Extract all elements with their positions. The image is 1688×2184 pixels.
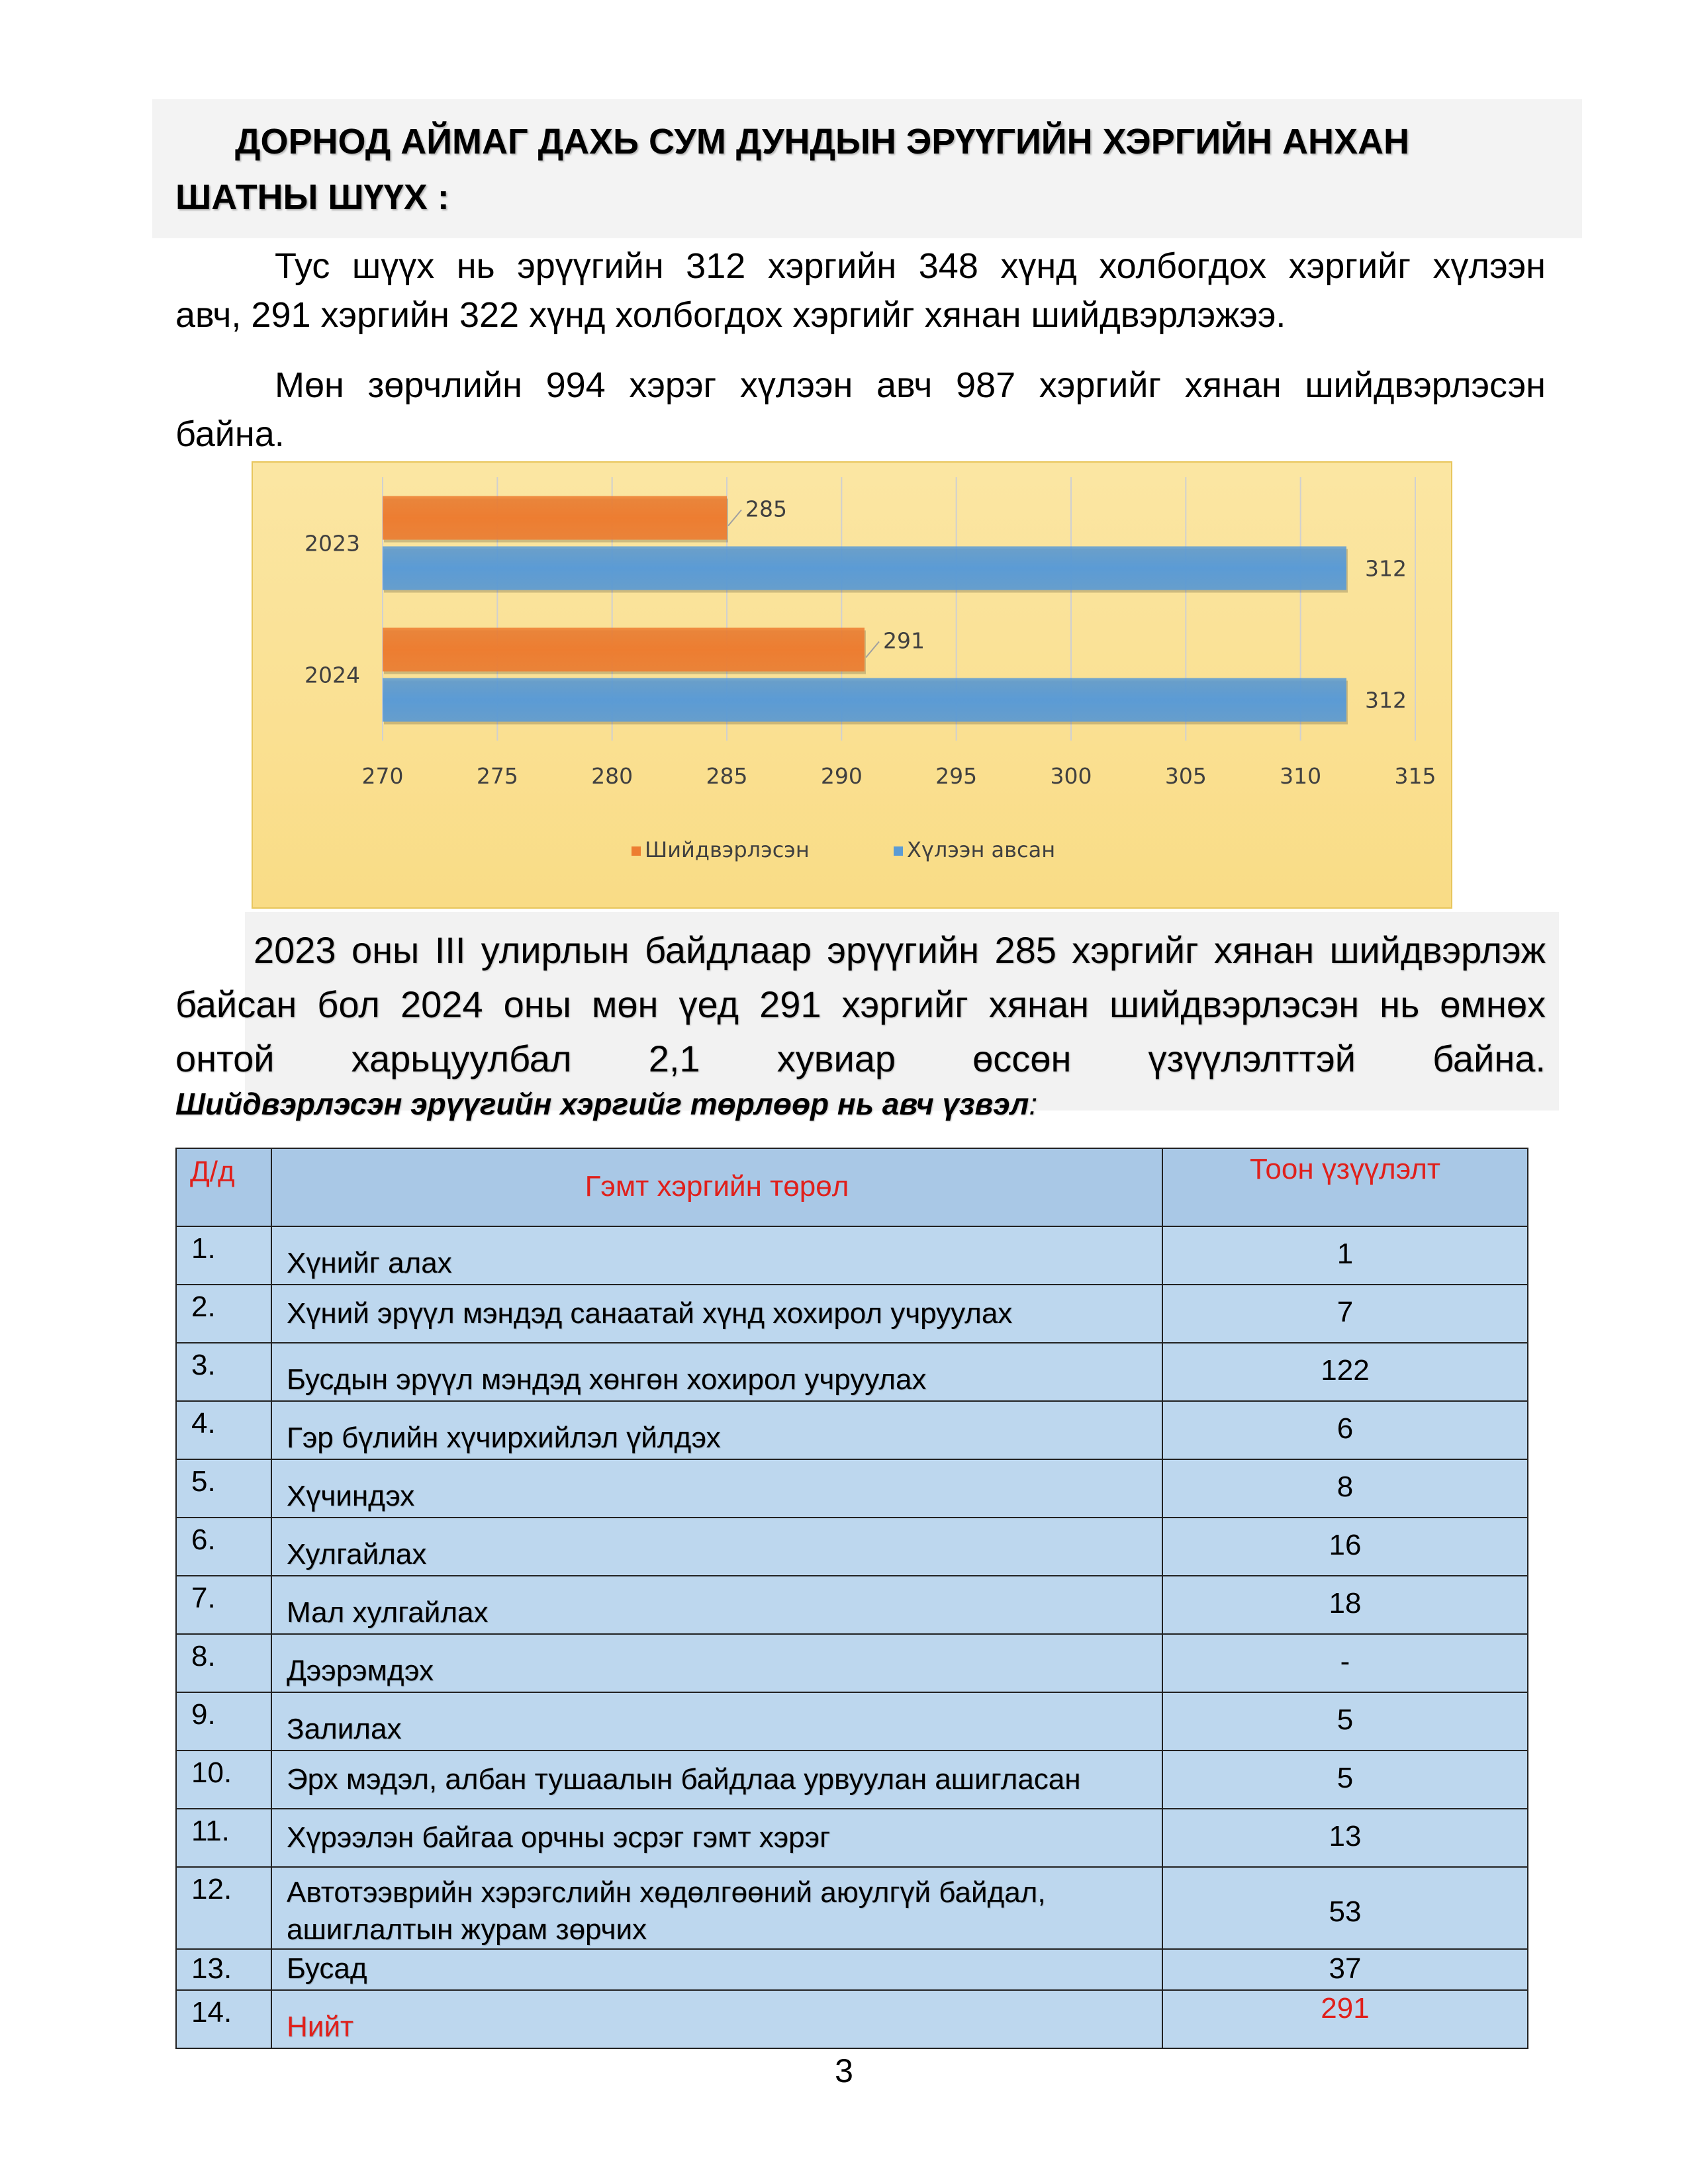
table-row bbox=[176, 1949, 1528, 1990]
paragraph-2 bbox=[175, 361, 1546, 459]
legend-label: Хүлээн авсан bbox=[907, 837, 1056, 862]
x-tick-label: 280 bbox=[591, 763, 633, 789]
row-count: 122 bbox=[1162, 1343, 1528, 1401]
bar-Хүлээн авсан bbox=[383, 547, 1346, 590]
row-no: 8. bbox=[176, 1634, 271, 1692]
table-row bbox=[176, 1226, 1528, 1285]
table-row bbox=[176, 1809, 1528, 1867]
table-caption-text: Шийдвэрлэсэн эрүүгийн хэргийг төрлөөр нь авч үзвэл bbox=[175, 1087, 1029, 1121]
paragraph-3-line-3: онтой харьцуулбал 2,1 хувиар өссөн үзүүлэлттэй байна. bbox=[175, 1038, 1546, 1079]
header-crime-type: Гэмт хэргийн төрөл bbox=[271, 1148, 1162, 1226]
total-count: 291 bbox=[1162, 1990, 1528, 2048]
table-row bbox=[176, 1285, 1528, 1343]
row-crime-type: Бусдын эрүүл мэндэд хөнгөн хохирол учруулах bbox=[271, 1343, 1162, 1401]
row-no: 11. bbox=[176, 1809, 271, 1867]
row-count: 5 bbox=[1162, 1751, 1528, 1809]
bar-chart-svg bbox=[253, 463, 1451, 907]
paragraph-1-line-1: Тус шүүх нь эрүүгийн 312 хэргийн 348 хүнд холбогдох хэргийг хүлээн bbox=[275, 246, 1546, 286]
table-row bbox=[176, 1867, 1528, 1949]
table-row-total bbox=[176, 1990, 1528, 2048]
x-tick-label: 305 bbox=[1164, 763, 1207, 789]
crime-types-table bbox=[175, 1148, 1528, 2049]
row-no: 4. bbox=[176, 1401, 271, 1459]
section-heading bbox=[175, 114, 1546, 225]
legend-swatch bbox=[894, 846, 903, 856]
row-count: 18 bbox=[1162, 1576, 1528, 1634]
row-count: 7 bbox=[1162, 1285, 1528, 1343]
table-row bbox=[176, 1518, 1528, 1576]
x-tick-label: 285 bbox=[706, 763, 748, 789]
table-header-row bbox=[176, 1148, 1528, 1226]
row-crime-type: Хүний эрүүл мэндэд санаатай хүнд хохирол учруулах bbox=[271, 1285, 1162, 1343]
table-row bbox=[176, 1751, 1528, 1809]
x-tick-label: 315 bbox=[1394, 763, 1436, 789]
data-label: 312 bbox=[1365, 687, 1407, 713]
data-label: 312 bbox=[1365, 555, 1407, 582]
row-crime-type: Хүнийг алах bbox=[271, 1226, 1162, 1285]
data-label: 291 bbox=[883, 627, 925, 654]
bar-chart bbox=[252, 461, 1452, 909]
heading-line-2: ШАТНЫ ШҮҮХ : bbox=[175, 177, 449, 217]
row-no: 12. bbox=[176, 1867, 271, 1949]
row-crime-type: Дээрэмдэх bbox=[271, 1634, 1162, 1692]
page-number: 3 bbox=[835, 2052, 853, 2089]
table-caption-colon: : bbox=[1029, 1087, 1038, 1121]
row-count: 6 bbox=[1162, 1401, 1528, 1459]
row-no: 2. bbox=[176, 1285, 271, 1343]
x-tick-label: 290 bbox=[820, 763, 863, 789]
row-crime-type-line-1: Автотээврийн хэрэгслийн хөдөлгөөний аюулгүй байдал, bbox=[287, 1876, 1046, 1909]
row-crime-type: Гэр бүлийн хүчирхийлэл үйлдэх bbox=[271, 1401, 1162, 1459]
row-crime-type bbox=[271, 1867, 1162, 1949]
row-crime-type: Эрх мэдэл, албан тушаалын байдлаа урвуулан ашигласан bbox=[271, 1751, 1162, 1809]
row-crime-type: Бусад bbox=[271, 1949, 1162, 1990]
category-label: 2023 bbox=[305, 530, 360, 557]
row-crime-type: Хүрээлэн байгаа орчны эсрэг гэмт хэрэг bbox=[271, 1809, 1162, 1867]
x-tick-label: 295 bbox=[935, 763, 978, 789]
paragraph-2-line-1: Мөн зөрчлийн 994 хэрэг хүлээн авч 987 хэргийг хянан шийдвэрлэсэн bbox=[275, 365, 1546, 405]
row-crime-type: Мал хулгайлах bbox=[271, 1576, 1162, 1634]
row-crime-type: Залилах bbox=[271, 1692, 1162, 1751]
row-no: 13. bbox=[176, 1949, 271, 1990]
x-tick-label: 275 bbox=[476, 763, 518, 789]
legend-label: Шийдвэрлэсэн bbox=[645, 837, 810, 862]
table-row bbox=[176, 1343, 1528, 1401]
row-count: 1 bbox=[1162, 1226, 1528, 1285]
heading-line-1: ДОРНОД АЙМАГ ДАХЬ СУМ ДУНДЫН ЭРҮҮГИЙН ХЭРГИЙН АНХАН bbox=[235, 122, 1409, 161]
row-no: 5. bbox=[176, 1459, 271, 1518]
table-row bbox=[176, 1459, 1528, 1518]
row-count: 53 bbox=[1162, 1867, 1528, 1949]
paragraph-2-line-2: байна. bbox=[175, 414, 285, 454]
row-count: 8 bbox=[1162, 1459, 1528, 1518]
table-row bbox=[176, 1576, 1528, 1634]
row-no: 3. bbox=[176, 1343, 271, 1401]
paragraph-3 bbox=[175, 923, 1546, 1086]
row-count: 16 bbox=[1162, 1518, 1528, 1576]
paragraph-1-line-2: авч, 291 хэргийн 322 хүнд холбогдох хэргийг хянан шийдвэрлэжээ. bbox=[175, 295, 1286, 335]
paragraph-3-line-1: 2023 оны III улирлын байдлаар эрүүгийн 285 хэргийг хянан шийдвэрлэж bbox=[254, 929, 1546, 971]
table-row bbox=[176, 1401, 1528, 1459]
row-crime-type-line-2: ашиглалтын журам зөрчих bbox=[287, 1913, 647, 1946]
row-crime-type: Хулгайлах bbox=[271, 1518, 1162, 1576]
header-count: Тоон үзүүлэлт bbox=[1162, 1148, 1528, 1226]
header-no: Д/д bbox=[176, 1148, 271, 1226]
paragraph-1 bbox=[175, 242, 1546, 340]
row-no: 1. bbox=[176, 1226, 271, 1285]
bar-Шийдвэрлэсэн bbox=[383, 496, 727, 540]
table-row bbox=[176, 1692, 1528, 1751]
row-no: 6. bbox=[176, 1518, 271, 1576]
bar-Шийдвэрлэсэн bbox=[383, 628, 865, 672]
row-count: 37 bbox=[1162, 1949, 1528, 1990]
category-label: 2024 bbox=[305, 662, 360, 688]
x-tick-label: 270 bbox=[361, 763, 404, 789]
legend-swatch bbox=[632, 846, 641, 856]
x-tick-label: 310 bbox=[1280, 763, 1322, 789]
table-caption bbox=[175, 1084, 1037, 1124]
row-no: 9. bbox=[176, 1692, 271, 1751]
row-count: - bbox=[1162, 1634, 1528, 1692]
row-no: 10. bbox=[176, 1751, 271, 1809]
bar-Хүлээн авсан bbox=[383, 678, 1346, 722]
row-no: 14. bbox=[176, 1990, 271, 2048]
row-no: 7. bbox=[176, 1576, 271, 1634]
data-label-leader bbox=[728, 510, 741, 526]
data-label: 285 bbox=[745, 496, 787, 522]
total-label: Нийт bbox=[271, 1990, 1162, 2048]
row-count: 13 bbox=[1162, 1809, 1528, 1867]
data-label-leader bbox=[866, 642, 879, 658]
row-count: 5 bbox=[1162, 1692, 1528, 1751]
paragraph-3-line-2: байсан бол 2024 оны мөн үед 291 хэргийг хянан шийдвэрлэсэн нь өмнөх bbox=[175, 983, 1546, 1025]
row-crime-type: Хүчиндэх bbox=[271, 1459, 1162, 1518]
table-row bbox=[176, 1634, 1528, 1692]
x-tick-label: 300 bbox=[1050, 763, 1092, 789]
